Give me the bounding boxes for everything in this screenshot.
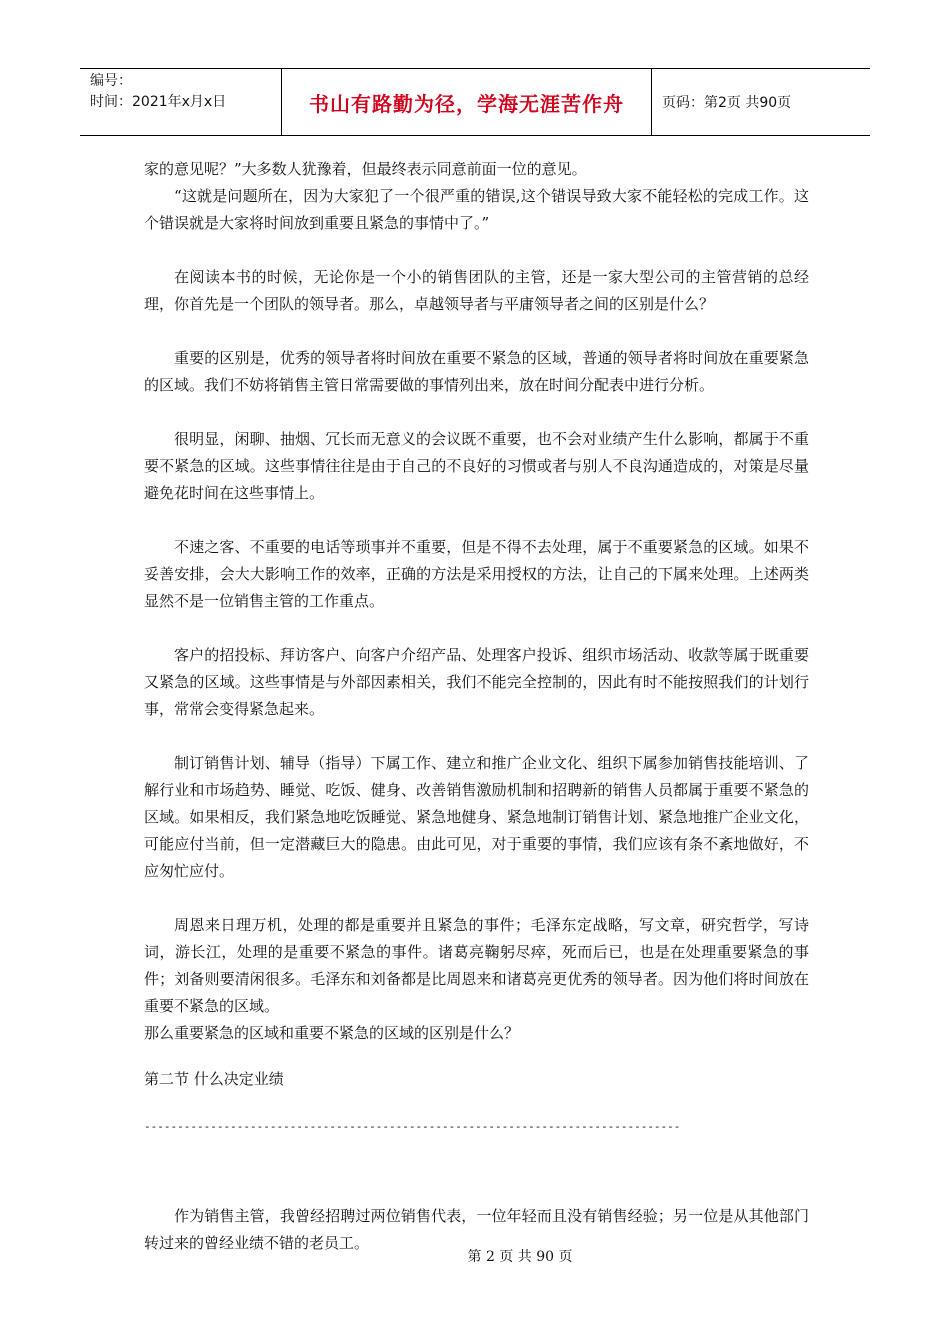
paragraph: 在阅读本书的时候，无论你是一个小的销售团队的主管，还是一家大型公司的主管营销的总经理，你首先是一个团队的领导者。那么，卓越领导者与平庸领导者之间的区别是什么？ (144, 268, 809, 313)
paragraph: 不速之客、不重要的电话等琐事并不重要，但是不得不去处理，属于不重要紧急的区域。如果不妥善安排，会大大影响工作的效率，正确的方法是采用授权的方法，让自己的下属来处理。上述两类显然不是一位销售主管的工作重点。 (144, 538, 809, 610)
paragraph: 那么重要紧急的区域和重要不紧急的区域的区别是什么？ (144, 1024, 520, 1042)
paragraph: 制订销售计划、辅导（指导）下属工作、建立和推广企业文化、组织下属参加销售技能培训、了解行业和市场趋势、睡觉、吃饭、健身、改善销售激励机制和招聘新的销售人员都属于重要不紧急的区域。如果相反，我们紧急地吃饭睡觉、紧急地健身、紧急地制订销售计划、紧急地推广企业文化，可能应付当前，但一定潜藏巨大的隐患。由此可见，对于重要的事情，我们应该有条不紊地做好，不应匆忙应付。 (144, 754, 809, 880)
header-motto: 书山有路勤为径，学海无涯苦作舟 (282, 69, 652, 135)
paragraph: 重要的区别是，优秀的领导者将时间放在重要不紧急的区域，普通的领导者将时间放在重要紧急的区域。我们不妨将销售主管日常需要做的事情列出来，放在时间分配表中进行分析。 (144, 349, 809, 394)
section-title: 第二节 什么决定业绩 (144, 1070, 284, 1088)
paragraph: “这就是问题所在，因为大家犯了一个很严重的错误,这个错误导致大家不能轻松的完成工作。这个错误就是大家将时间放到重要且紧急的事情中了。” (144, 187, 809, 232)
paragraph: 作为销售主管，我曾经招聘过两位销售代表，一位年轻而且没有销售经验；另一位是从其他部门转过来的曾经业绩不错的老员工。 (144, 1207, 809, 1252)
header-page-info: 页码：第2页 共90页 (662, 95, 792, 111)
doc-time-label: 时间：2021年x月x日 (90, 94, 227, 110)
paragraph: 周恩来日理万机，处理的都是重要并且紧急的事件；毛泽东定战略，写文章，研究哲学，写诗词，游长江，处理的是重要不紧急的事件。诸葛亮鞠躬尽瘁，死而后已，也是在处理重要紧急的事件；刘备则要清闲很多。毛泽东和刘备都是比周恩来和诸葛亮更优秀的领导者。因为他们将时间放在重要不紧急的区域。 (144, 916, 809, 1015)
paragraph: 很明显，闲聊、抽烟、冗长而无意义的会议既不重要，也不会对业绩产生什么影响，都属于不重要不紧急的区域。这些事情往往是由于自己的不良好的习惯或者与别人不良沟通造成的，对策是尽量避免花时间在这些事情上。 (144, 430, 809, 502)
paragraph: 家的意见呢？”大多数人犹豫着，但最终表示同意前面一位的意见。 (144, 160, 587, 178)
page-footer: 第 2 页 共 90 页 (467, 1249, 573, 1265)
header-table (80, 68, 870, 136)
dashed-divider: --------------------------------------------------------------------------------- (144, 1120, 681, 1133)
header-meta (80, 69, 282, 135)
document-body (144, 156, 809, 1257)
paragraph: 客户的招投标、拜访客户、向客户介绍产品、处理客户投诉、组织市场活动、收款等属于既重要又紧急的区域。这些事情是与外部因素相关，我们不能完全控制的，因此有时不能按照我们的计划行事，常常会变得紧急起来。 (144, 646, 809, 718)
doc-number-label: 编号： (90, 73, 132, 89)
